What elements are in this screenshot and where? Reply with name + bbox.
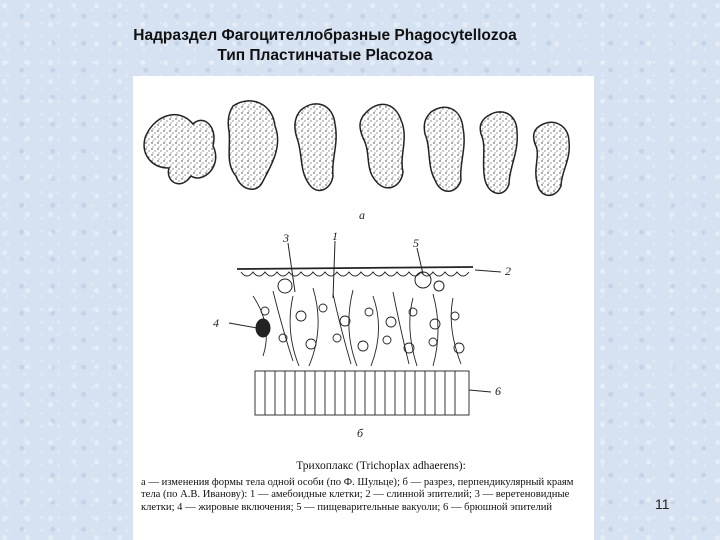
body-shape-3	[295, 104, 336, 191]
body-shape-5	[424, 107, 464, 191]
callout-6: 6	[495, 384, 501, 398]
figure-drawing	[133, 76, 594, 456]
callout-5: 5	[413, 236, 419, 250]
caption-body: а — изменения формы тела одной особи (по Ф. Шульце); б — разрез, перпендикулярный краям тела (по А.В. Иванову): 1 — амебоидные клетки; 2 — слинной эпителий; 3 — веретеновидные клетки; 4 — жировые включения; 5 — пищеварительные вакуоли; 6 — брюшной эпителий	[141, 476, 574, 513]
body-shape-6	[480, 112, 517, 194]
callout-4: 4	[213, 316, 219, 330]
body-shape-7	[534, 122, 570, 195]
caption-title: Трихоплакс (Trichoplax adhaerens):	[296, 460, 466, 472]
callout-2: 2	[505, 264, 511, 278]
title-line-1: Надраздел Фагоцителлобразные Phagocytellozoa	[133, 27, 517, 44]
body-shape-4	[360, 104, 404, 188]
body-shapes-panel-a	[144, 101, 569, 195]
title-line-2: Тип Пластинчатые Placozoa	[217, 47, 433, 64]
page-number: 11	[655, 496, 670, 512]
slide-title	[0, 26, 720, 66]
body-shape-1	[144, 115, 216, 184]
panel-b-label: б	[357, 426, 364, 440]
section-panel-b	[229, 241, 501, 415]
trichoplax-figure	[133, 76, 594, 540]
callout-3: 3	[283, 231, 289, 245]
panel-a-label: а	[359, 208, 365, 222]
figure-caption	[141, 460, 581, 514]
callout-1: 1	[332, 229, 338, 243]
body-shape-2	[228, 101, 277, 189]
